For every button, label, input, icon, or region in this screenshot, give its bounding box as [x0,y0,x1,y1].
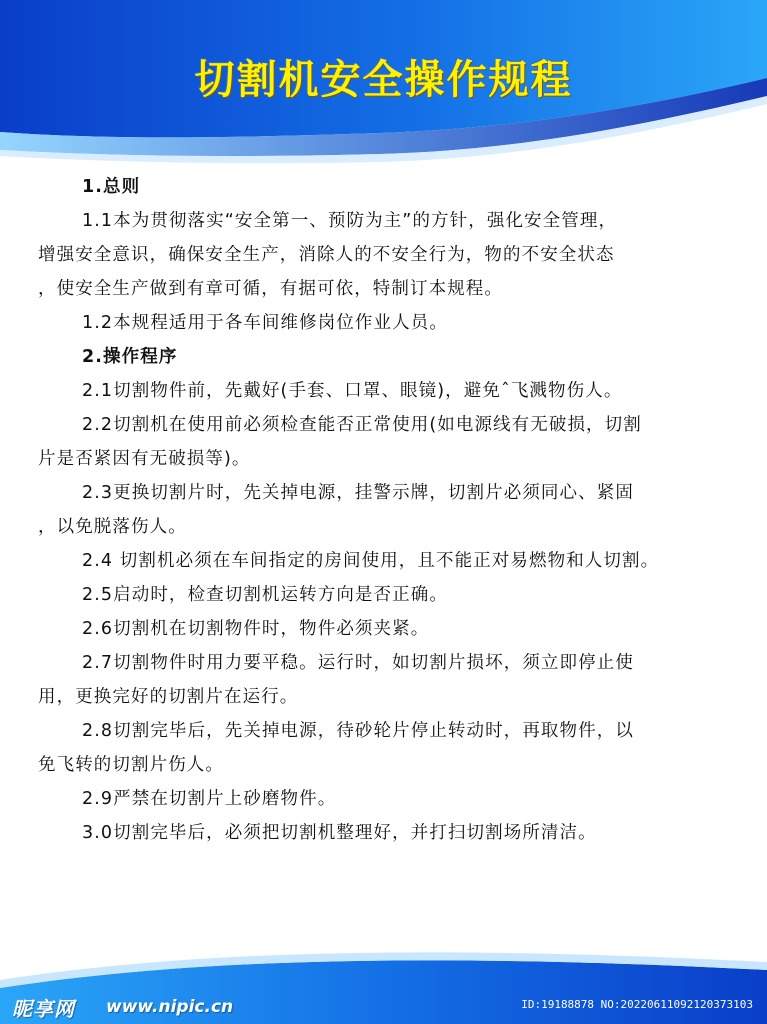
paragraph-line: 片是否紧因有无破损等)。 [38,449,251,469]
paragraph-line: ，以免脱落伤人。 [38,517,187,537]
paragraph-line: 1.1本为贯彻落实“安全第一、预防为主”的方针，强化安全管理， [82,211,618,231]
paragraph-line: 用，更换完好的切割片在运行。 [38,687,299,707]
paragraph-line: 1.2本规程适用于各车间维修岗位作业人员。 [82,313,448,333]
watermark-url: www.nipic.cn [106,997,234,1017]
paragraph-line: 2.9严禁在切割片上砂磨物件。 [82,789,337,809]
paragraph-line: 2.8切割完毕后，先关掉电源，待砂轮片停止转动时，再取物件，以 [82,721,634,741]
paragraph-line: 2.7切割物件时用力要平稳。运行时，如切割片损坏，须立即停止使 [82,653,634,673]
paragraph-line: 2.4 切割机必须在车间指定的房间使用，且不能正对易燃物和人切割。 [82,551,660,571]
paragraph-line: 免飞转的切割片伤人。 [38,755,224,775]
paragraph-line: 2.3更换切割片时，先关掉电源，挂警示牌，切割片必须同心、紧固 [82,483,634,503]
page-title: 切割机安全操作规程 [194,57,573,103]
paragraph-line: 2.6切割机在切割物件时，物件必须夹紧。 [82,619,430,639]
section-heading-procedure: 2.操作程序 [82,347,178,367]
paragraph-line: 2.2切割机在使用前必须检查能否正常使用(如电源线有无破损，切割 [82,415,642,435]
paragraph-line: 2.5启动时，检查切割机运转方向是否正确。 [82,585,448,605]
paragraph-line: ，使安全生产做到有章可循，有据可依，特制订本规程。 [38,279,503,299]
section-heading-general: 1.总则 [82,177,141,197]
paragraph-line: 增强安全意识，确保安全生产，消除人的不安全行为，物的不安全状态 [38,245,615,265]
paragraph-line: 3.0切割完毕后，必须把切割机整理好，并打扫切割场所清洁。 [82,823,597,843]
watermark-logo: 昵享网 [12,997,75,1021]
paragraph-line: 2.1切割物件前，先戴好(手套、口罩、眼镜)，避免ˆ飞溅物伤人。 [82,381,623,401]
image-id-label: ID:19188878 NO:20220611092120373103 [521,998,753,1011]
regulation-body [38,170,738,850]
